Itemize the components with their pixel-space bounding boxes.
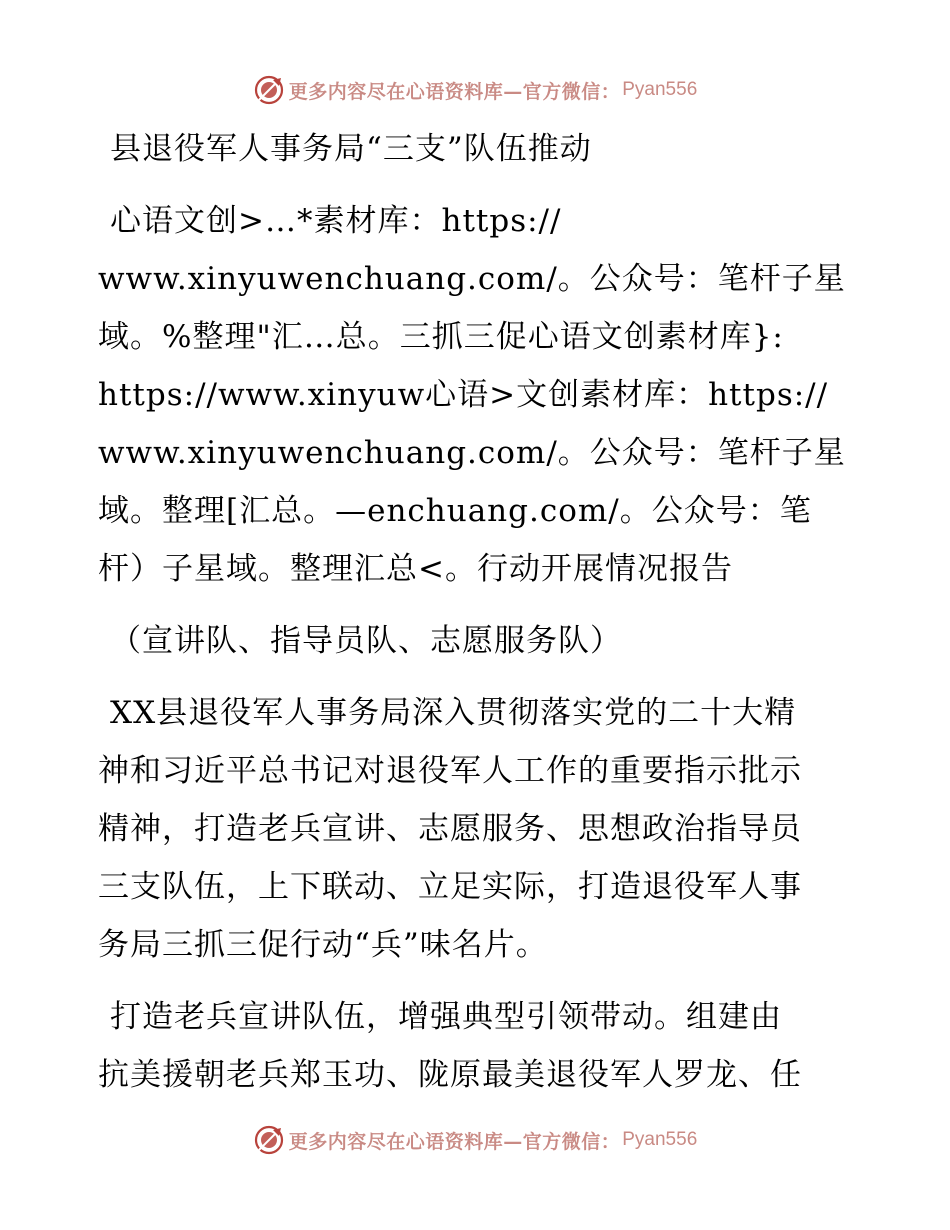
doc-paragraph-line: 神和习近平总书记对退役军人工作的重要指示批示 [98,753,802,789]
banner-wechat-id: Pyan556 [622,79,698,100]
doc-paragraph-line: 抗美援朝老兵郑玉功、陇原最美退役军人罗龙、任 [98,1057,802,1093]
quill-seal-icon [253,1124,285,1156]
document-body [98,120,858,1104]
doc-title: 县退役军人事务局“三支”队伍推动 [110,131,592,167]
doc-text-line: 杆）子星域。整理汇总<。行动开展情况报告 [98,551,733,587]
doc-text-line: https://www.xinyuw心语>文创素材库：https:// [98,377,829,413]
banner-text: 更多内容尽在心语资料库—官方微信： [288,1130,621,1153]
doc-paragraph-line: 精神，打造老兵宣讲、志愿服务、思想政治指导员 [98,811,802,847]
banner-wechat-id: Pyan556 [622,1129,698,1150]
doc-text-line: 心语文创>…*素材库：https:// [110,203,562,239]
header-watermark-banner [0,70,950,110]
quill-seal-icon [253,74,285,106]
doc-text-line: www.xinyuwenchuang.com/。公众号：笔杆子星 [98,261,846,297]
doc-text-line: 域。整理[汇总。—enchuang.com/。公众号：笔 [98,493,812,529]
doc-text-line: 域。%整理"汇…总。三抓三促心语文创素材库}: [98,319,784,355]
doc-paragraph-line: XX县退役军人事务局深入贯彻落实党的二十大精 [110,695,797,731]
footer-watermark-banner [0,1120,950,1160]
doc-text-line: www.xinyuwenchuang.com/。公众号：笔杆子星 [98,435,846,471]
doc-paragraph-line: 三支队伍，上下联动、立足实际，打造退役军人事 [98,869,802,905]
doc-paragraph-line: 务局三抓三促行动“兵”味名片。 [98,927,548,963]
doc-paragraph-line: 打造老兵宣讲队伍，增强典型引领带动。组建由 [110,999,782,1035]
doc-subtitle: （宣讲队、指导员队、志愿服务队） [110,623,622,659]
banner-text: 更多内容尽在心语资料库—官方微信： [288,80,621,103]
